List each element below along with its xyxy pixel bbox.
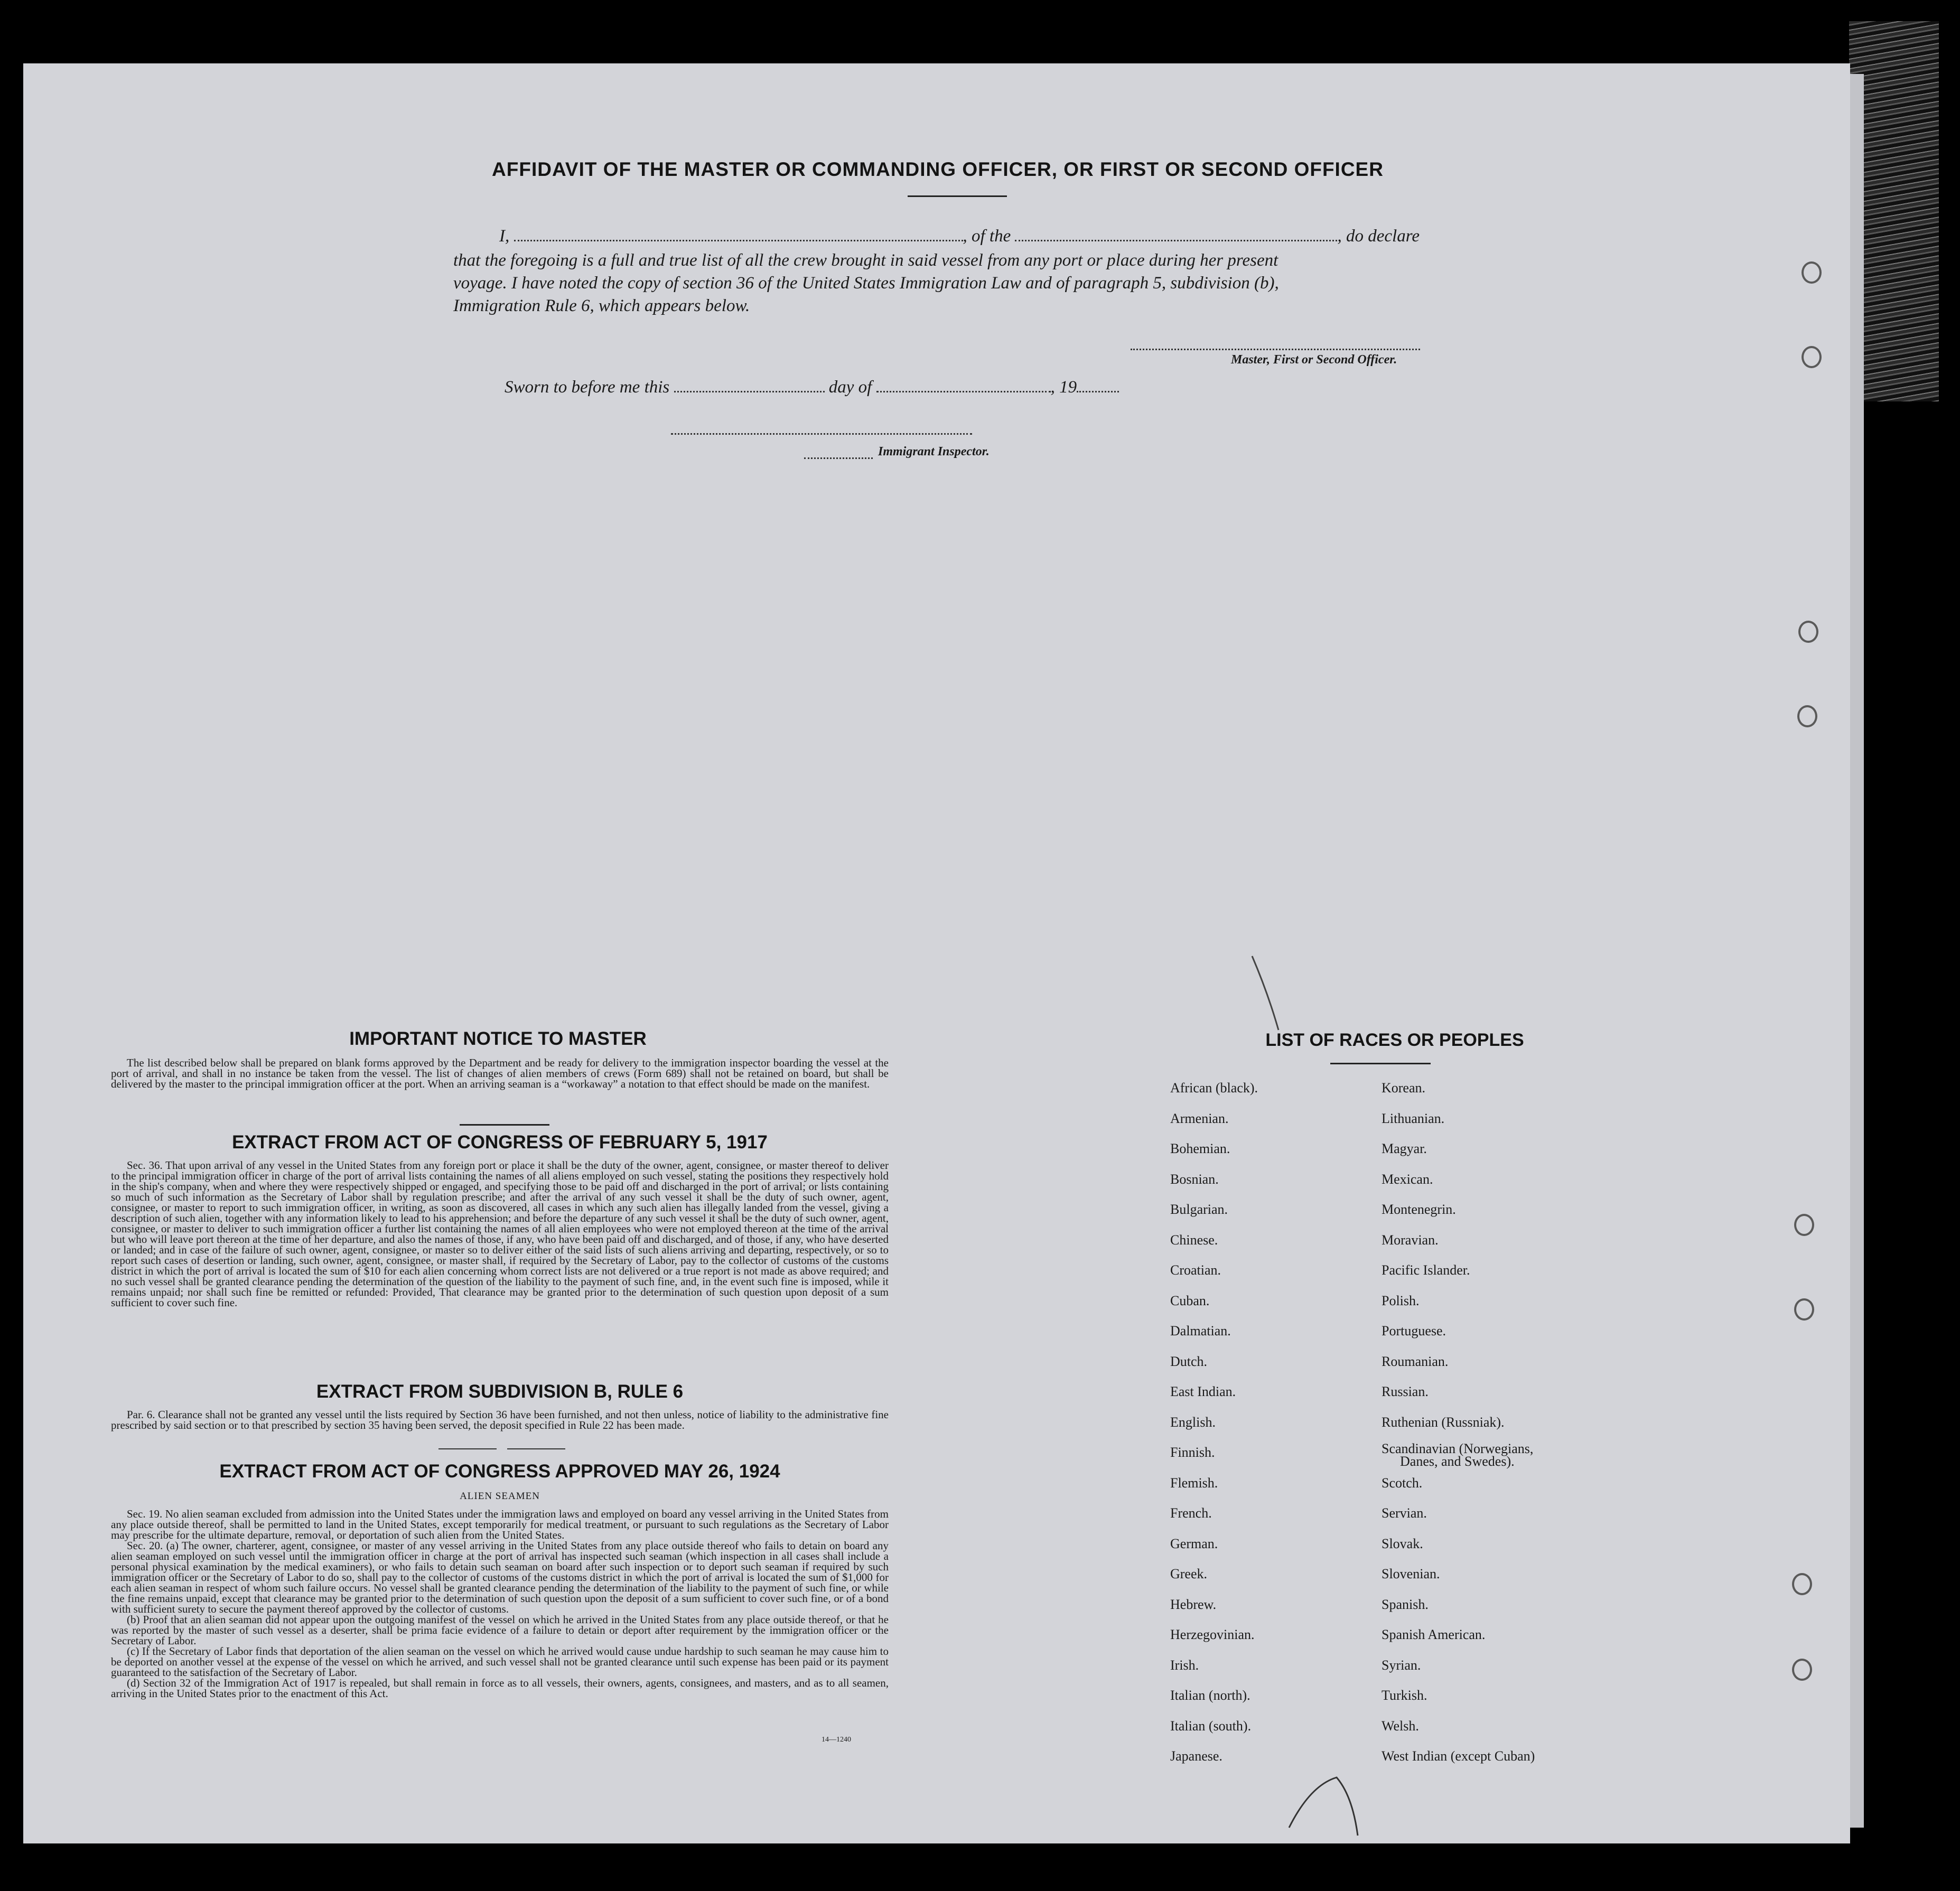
- race-item-right: Welsh.: [1382, 1718, 1419, 1734]
- master-signature-label: Master, First or Second Officer.: [1231, 353, 1397, 367]
- sec-20b-paragraph: (b) Proof that an alien seaman did not appear upon the outgoing manifest of the vessel on which he arrived in the United States from any place outside thereof, or that he was reported by the master of such vessel as a deserter, shall be prima facie evidence of a failure to detain or deport after requirement by the immigration officer or the Secretary of Labor.: [111, 1613, 889, 1647]
- race-item-right: Russian.: [1382, 1384, 1429, 1399]
- extract-1924-title: EXTRACT FROM ACT OF CONGRESS APPROVED MAY 26, 1924: [219, 1461, 780, 1482]
- race-item-left: Chinese.: [1170, 1232, 1218, 1248]
- race-item-right: Syrian.: [1382, 1658, 1421, 1673]
- day-blank[interactable]: [674, 378, 825, 392]
- race-item-left: African (black).: [1170, 1080, 1258, 1096]
- sworn-text: Sworn to before me this: [505, 378, 670, 397]
- affidavit-of: , of the: [963, 227, 1011, 246]
- extract-1917-text: [111, 1160, 889, 1308]
- title-rule: [908, 195, 1007, 197]
- race-item-left: French.: [1170, 1505, 1212, 1521]
- notice-paragraph: The list described below shall be prepared on blank forms approved by the Department and be ready for delivery to the immigration inspector boarding the vessel at the port of arrival, and shall in no instance be taken from the vessel. The list of changes of alien members of crews (Form 689) shall not be retained on board, but shall be delivered by the master to the principal immigration officer at the port. When an arriving seaman is a “workaway” a notation to that effect should be made on the manifest.: [111, 1056, 889, 1090]
- binder-hole: [1792, 1659, 1812, 1681]
- race-item-left: Finnish.: [1170, 1445, 1215, 1460]
- race-item-right: Korean.: [1382, 1080, 1426, 1096]
- section-rule: [460, 1124, 549, 1126]
- race-item-left: Armenian.: [1170, 1111, 1229, 1126]
- notice-title: IMPORTANT NOTICE TO MASTER: [349, 1028, 647, 1049]
- affidavit-declare: , do declare: [1337, 227, 1420, 246]
- binder-hole: [1797, 705, 1817, 727]
- race-item-right: Polish.: [1382, 1293, 1420, 1308]
- race-item-right: Moravian.: [1382, 1232, 1439, 1248]
- binder-hole: [1798, 621, 1818, 643]
- race-item-left: English.: [1170, 1415, 1216, 1430]
- race-item-left: Dutch.: [1170, 1354, 1208, 1369]
- inspector-signature-label: Immigrant Inspector.: [878, 445, 990, 458]
- race-item-right-continued: Danes, and Swedes).: [1400, 1454, 1515, 1469]
- double-rule-left: [438, 1448, 497, 1449]
- race-item-right: Scandinavian (Norwegians,: [1382, 1441, 1534, 1456]
- race-item-left: Flemish.: [1170, 1475, 1218, 1491]
- inspector-lead-dots: [804, 457, 873, 459]
- race-item-left: Croatian.: [1170, 1262, 1221, 1278]
- race-item-left: East Indian.: [1170, 1384, 1236, 1399]
- sworn-line: [505, 375, 1119, 399]
- affidavit-line2: that the foregoing is a full and true list of all the crew brought in said vessel from any port or place during her present: [453, 251, 1278, 270]
- sec-20c-paragraph: (c) If the Secretary of Labor finds that deportation of the alien seaman on the vessel on which he arrived would cause undue hardship to such seaman he may cause him to be deported on another vessel at the expense of the vessel on which he arrived, and such vessel shall not be granted clearance until such expense has been paid or its payment guaranteed to the satisfaction of the Secretary of Labor.: [111, 1645, 889, 1679]
- race-item-left: Greek.: [1170, 1566, 1208, 1581]
- race-item-right: Slovak.: [1382, 1536, 1423, 1551]
- sec-20d-paragraph: (d) Section 32 of the Immigration Act of 1917 is repealed, but shall remain in force as to all vessels, their owners, agents, consignees, and masters, and as to all seamen, arriving in the United States prior to the enactment of this Act.: [111, 1677, 889, 1700]
- race-item-left: Bulgarian.: [1170, 1202, 1228, 1217]
- race-item-left: Dalmatian.: [1170, 1323, 1231, 1338]
- par-6-paragraph: Par. 6. Clearance shall not be granted any vessel until the lists required by Section 36 have been furnished, and not then unless, notice of liability to the administrative fine prescribed by said section or to that prescribed by section 35 having been served, the deposit specified in Rule 22 has been made.: [111, 1408, 889, 1431]
- race-item-right: Ruthenian (Russniak).: [1382, 1415, 1505, 1430]
- extract-rule6-text: [111, 1409, 889, 1430]
- binder-hole: [1794, 1214, 1814, 1236]
- form-number: 14—1240: [822, 1736, 851, 1744]
- affidavit-line3: voyage. I have noted the copy of section 36 of the United States Immigration Law and of paragraph 5, subdivision (b),: [453, 274, 1279, 293]
- race-item-right: Pacific Islander.: [1382, 1262, 1470, 1278]
- binder-hole: [1794, 1298, 1814, 1321]
- race-item-left: Cuban.: [1170, 1293, 1210, 1308]
- race-item-left: German.: [1170, 1536, 1218, 1551]
- race-item-right: Spanish American.: [1382, 1627, 1486, 1642]
- day-of-text: day of: [828, 378, 872, 397]
- year-blank[interactable]: [1077, 378, 1119, 392]
- race-item-right: Roumanian.: [1382, 1354, 1449, 1369]
- race-item-right: Servian.: [1382, 1505, 1427, 1521]
- month-blank[interactable]: [876, 378, 1051, 392]
- binder-hole: [1792, 1573, 1812, 1595]
- race-item-right: Scotch.: [1382, 1475, 1423, 1491]
- race-item-right: Mexican.: [1382, 1172, 1433, 1187]
- double-rule-right: [507, 1448, 565, 1449]
- race-item-left: Herzegovinian.: [1170, 1627, 1255, 1642]
- section-36-paragraph: Sec. 36. That upon arrival of any vessel in the United States from any foreign port or place it shall be the duty of the owner, agent, consignee, or master thereof to deliver to the principal immigration officer in charge of the port of arrival lists containing the names of all aliens employed on such vessel, stating the positions they respectively hold in the ship's company, when and where they were respectively shipped or engaged, and specifying those to be paid off and discharged in the port of arrival; or lists containing so much of such information as the Secretary of Labor shall by regulation prescribe; and after the arrival of any such vessel it shall be the duty of such owner, agent, consignee, or master to report to such immigration officer, in writing, as soon as discovered, all cases in which any such alien has illegally landed from the vessel, giving a description of such alien, together with any information likely to lead to his apprehension; and before the departure of any such vessel it shall be the duty of such owner, agent, consignee, or master to deliver to such immigration officer a further list containing the names of all alien employees who were not employed thereon at the time of the arrival but who will leave port thereon at the time of her departure, and also the names of those, if any, who have been paid off and discharged, and of those, if any, who have deserted or landed; and in case of the failure of such owner, agent, consignee, or master so to deliver either of the said lists of such aliens arriving and departing, respectively, or so to report such cases of desertion or landing, such owner, agent, consignee, or master shall, if required by the Secretary of Labor, pay to the collector of customs of the customs district in which the port of arrival is located the sum of $10 for each alien concerning whom correct lists are not delivered or a true report is not made as above required; and no such vessel shall be granted clearance pending the determination of the question of the liability to the payment of such fine, and, in the event such fine is imposed, while it remains unpaid; nor shall such fine be remitted or refunded: Provided, That clearance may be granted prior to the determination of such question upon deposit of a sum sufficient to cover such fine.: [111, 1159, 889, 1309]
- name-blank[interactable]: [514, 227, 963, 241]
- notice-text: [111, 1057, 889, 1089]
- year-text: , 19: [1050, 378, 1077, 397]
- race-item-left: Bohemian.: [1170, 1141, 1230, 1156]
- race-item-left: Italian (north).: [1170, 1688, 1250, 1703]
- affidavit-line1: [499, 224, 1420, 248]
- extract-1924-text: [111, 1509, 889, 1699]
- sec-19-paragraph: Sec. 19. No alien seaman excluded from admission into the United States under the immigration laws and employed on board any vessel arriving in the United States from any place outside thereof, shall be permitted to land in the United States, except temporarily for medical treatment, or pursuant to such regulations as the Secretary of Labor may prescribe for the ultimate departure, removal, or deportation of such alien from the United States.: [111, 1508, 889, 1541]
- races-title: LIST OF RACES OR PEOPLES: [1265, 1030, 1524, 1050]
- race-item-right: Magyar.: [1382, 1141, 1427, 1156]
- extract-1917-title: EXTRACT FROM ACT OF CONGRESS OF FEBRUARY 5, 1917: [232, 1132, 768, 1153]
- race-item-right: West Indian (except Cuban): [1382, 1748, 1535, 1764]
- extract-rule6-title: EXTRACT FROM SUBDIVISION B, RULE 6: [316, 1381, 684, 1402]
- race-item-left: Japanese.: [1170, 1748, 1222, 1764]
- affidavit-i: I,: [499, 227, 510, 246]
- binder-hole: [1802, 261, 1822, 284]
- race-item-left: Bosnian.: [1170, 1172, 1219, 1187]
- sec-20a-paragraph: Sec. 20. (a) The owner, charterer, agent, consignee, or master of any vessel arriving in the United States from any place outside thereof who fails to detain on board any alien seaman employed on such vessel until the immigration officer in charge at the port of arrival has inspected such seaman (which inspection in all cases shall include a personal physical examination by the medical examiners), or who fails to detain such seaman on board after such inspection or to deport such seaman if required by such immigration officer or the Secretary of Labor to do so, shall pay to the collector of customs of the customs district in which the port of arrival is located the sum of $1,000 for each alien seaman in respect of whom such failure occurs. No vessel shall be granted clearance pending the determination of the liability to the payment of such fine, or while the fine remains unpaid, except that clearance may be granted prior to the determination of such question upon the deposit of a sum sufficient to cover such fine, or of a bond with sufficient surety to secure the payment thereof approved by the collector of customs.: [111, 1539, 889, 1615]
- race-item-right: Spanish.: [1382, 1597, 1429, 1612]
- race-item-right: Turkish.: [1382, 1688, 1427, 1703]
- master-signature-line[interactable]: [1131, 349, 1420, 350]
- race-item-left: Italian (south).: [1170, 1718, 1252, 1734]
- race-item-right: Lithuanian.: [1382, 1111, 1445, 1126]
- race-item-right: Portuguese.: [1382, 1323, 1446, 1338]
- race-item-left: Irish.: [1170, 1658, 1199, 1673]
- pencil-mark: [1247, 951, 1310, 1035]
- affidavit-line4: Immigration Rule 6, which appears below.: [453, 296, 750, 315]
- binder-hole: [1802, 346, 1822, 368]
- page-edge: [1850, 74, 1864, 1828]
- vessel-blank[interactable]: [1015, 227, 1337, 241]
- race-item-right: Slovenian.: [1382, 1566, 1440, 1581]
- affidavit-title: AFFIDAVIT OF THE MASTER OR COMMANDING OFFICER, OR FIRST OR SECOND OFFICER: [492, 158, 1384, 180]
- inspector-signature-line[interactable]: [671, 433, 972, 435]
- race-item-left: Hebrew.: [1170, 1597, 1217, 1612]
- alien-seamen-subtitle: ALIEN SEAMEN: [460, 1491, 540, 1502]
- races-rule: [1330, 1063, 1431, 1064]
- pencil-mark: [1278, 1775, 1374, 1838]
- race-item-right: Montenegrin.: [1382, 1202, 1456, 1217]
